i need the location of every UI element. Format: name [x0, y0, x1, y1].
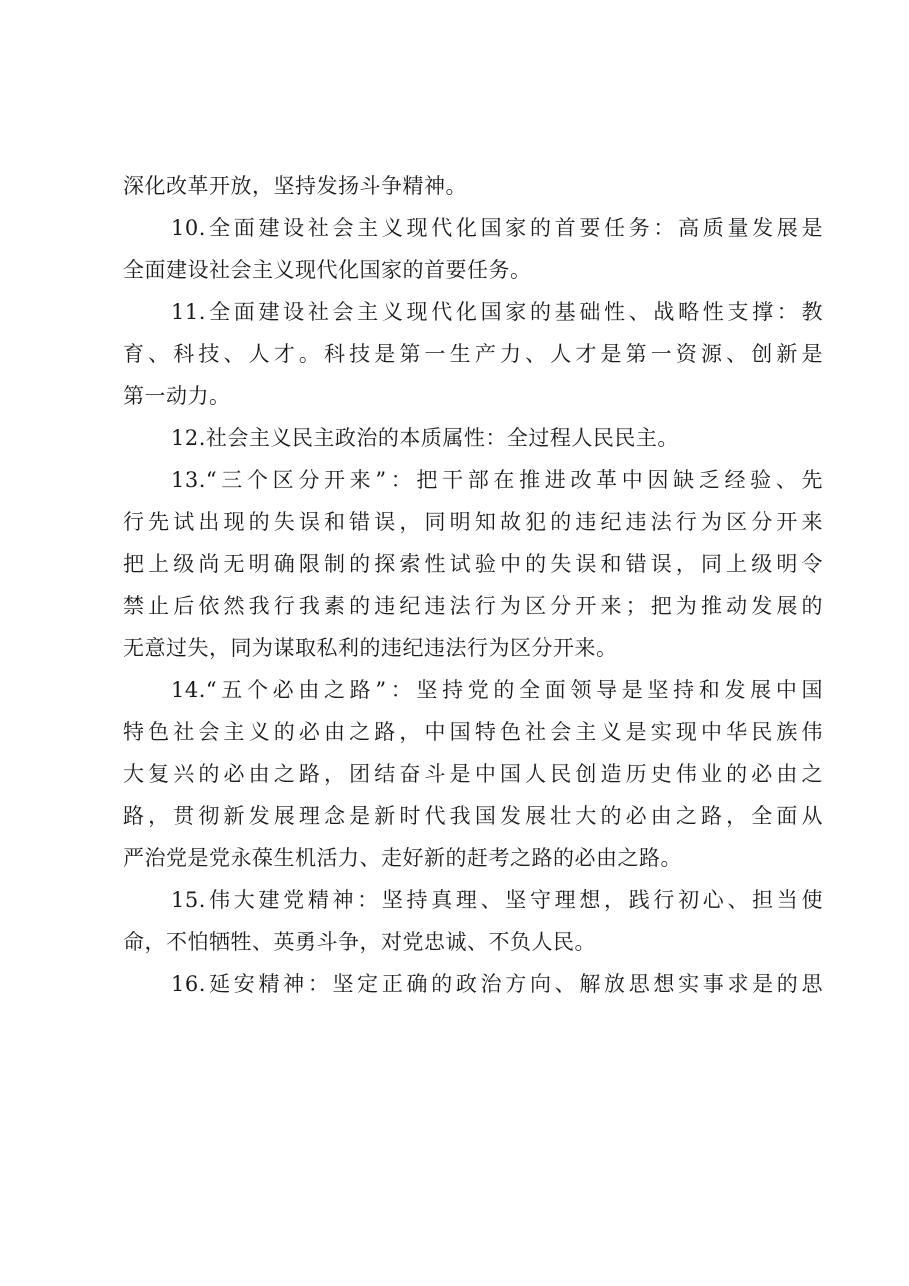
text-line: 无意过失，同为谋取私利的违纪违法行为区分开来。 — [123, 636, 618, 660]
text-line: 命，不怕牺牲、英勇斗争，对党忠诚、不负人民。 — [123, 930, 596, 954]
text-line: 第一动力。 — [123, 384, 231, 408]
text-line: 路，贯彻新发展理念是新时代我国发展壮大的必由之路，全面从 — [123, 804, 823, 828]
text-line: 15.伟大建党精神：坚持真理、坚守理想，践行初心、担当使 — [171, 888, 823, 912]
text-line: 特色社会主义的必由之路，中国特色社会主义是实现中华民族伟 — [123, 720, 823, 744]
text-line: 10.全面建设社会主义现代化国家的首要任务：高质量发展是 — [171, 216, 823, 240]
text-line: 深化改革开放，坚持发扬斗争精神。 — [123, 174, 467, 198]
text-line: 大复兴的必由之路，团结奋斗是中国人民创造历史伟业的必由之 — [123, 762, 823, 786]
text-line: 14.“五个必由之路”：坚持党的全面领导是坚持和发展中国 — [171, 678, 823, 702]
text-line: 13.“三个区分开来”：把干部在推进改革中因缺乏经验、先 — [171, 468, 823, 492]
text-line: 把上级尚无明确限制的探索性试验中的失误和错误，同上级明令 — [123, 552, 823, 576]
text-line: 严治党是党永葆生机活力、走好新的赶考之路的必由之路。 — [123, 846, 682, 870]
document-body — [123, 165, 823, 1005]
text-line: 12.社会主义民主政治的本质属性：全过程人民民主。 — [171, 426, 679, 450]
text-line: 禁止后依然我行我素的违纪违法行为区分开来；把为推动发展的 — [123, 594, 823, 618]
text-line: 行先试出现的失误和错误，同明知故犯的违纪违法行为区分开来 — [123, 510, 823, 534]
text-line: 全面建设社会主义现代化国家的首要任务。 — [123, 258, 532, 282]
text-line: 11.全面建设社会主义现代化国家的基础性、战略性支撑：教 — [171, 300, 823, 324]
text-line: 育、科技、人才。科技是第一生产力、人才是第一资源、创新是 — [123, 342, 823, 366]
text-line: 16.延安精神：坚定正确的政治方向、解放思想实事求是的思 — [171, 972, 823, 996]
